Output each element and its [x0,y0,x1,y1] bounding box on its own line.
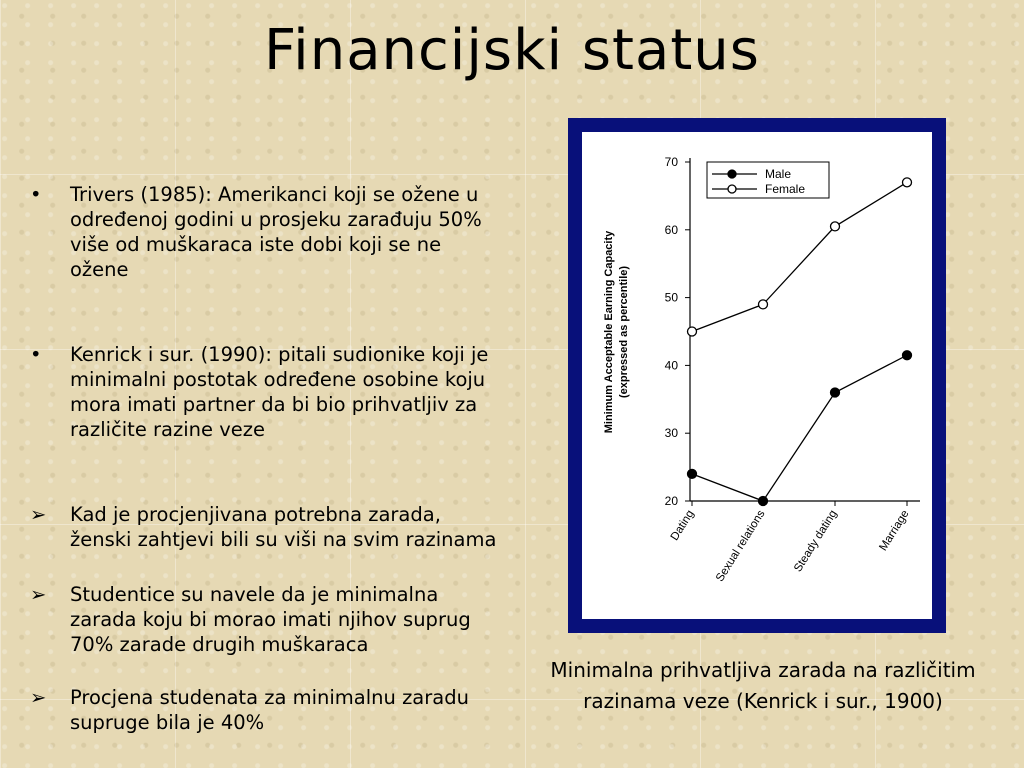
bullet-text: Kenrick i sur. (1990): pitali sudionike koji je minimalni postotak određene osobine koju mora imati partner da bi bio prihvatljiv za različite razine veze [70,343,489,441]
bullet-text: Procjena studenata za minimalnu zaradu supruge bila je 40% [70,686,469,734]
data-point-male [759,497,768,506]
bullet-mark: • [30,183,42,206]
bullet-arrow-icon: ➢ [30,583,47,606]
line-chart [582,132,932,619]
plot-area [688,178,912,506]
bullet-arrow-icon: ➢ [30,686,47,709]
data-point-male [831,388,840,397]
bullet-item [30,582,505,657]
chart-legend [707,162,829,198]
slide-title: Financijski status [264,18,760,83]
x-tick-label: Dating [668,508,697,543]
series-line-female [692,182,907,331]
x-tick-label: Marriage [877,508,912,554]
bullet-text: Kad je procjenjivana potrebna zarada, ženski zahtjevi bili su viši na svim razinama [70,503,497,551]
data-point-female [688,327,697,336]
y-tick-label: 50 [664,290,678,305]
legend-label: Male [765,167,792,181]
y-axis-label-line: (expressed as percentile) [618,265,630,399]
y-axis-label [603,230,630,433]
chart-panel [582,132,932,619]
x-tick-label: Sexual relations [714,508,768,584]
chart-axes [665,155,920,584]
chart-caption: Minimalna prihvatljiva zarada na različitim razinama veze (Kenrick i sur., 1900) [550,658,976,713]
series-line-male [692,355,907,501]
bullet-item [30,502,505,552]
bullet-item [30,182,505,282]
y-tick-label: 30 [664,426,678,441]
bullet-text: Trivers (1985): Amerikanci koji se ožene u određenoj godini u prosjeku zarađuju 50% više od muškaraca iste dobi koji se ne ožene [70,183,482,281]
data-point-female [759,300,768,309]
x-tick-label: Steady dating [792,508,840,575]
y-tick-label: 60 [664,222,678,237]
legend-marker [728,170,736,178]
data-point-female [903,178,912,187]
data-point-male [903,351,912,360]
data-point-male [688,469,697,478]
legend-marker [728,185,736,193]
bullet-mark: • [30,343,42,366]
y-tick-label: 70 [664,155,678,169]
legend-label: Female [765,182,806,196]
bullet-arrow-icon: ➢ [30,503,47,526]
bullet-text: Studentice su navele da je minimalna zarada koju bi morao imati njihov suprug 70% zarade drugih muškaraca [70,583,471,656]
bullet-item [30,685,505,735]
data-point-female [831,222,840,231]
y-tick-label: 40 [664,358,678,373]
bullet-item [30,342,505,442]
chart-frame [568,118,946,633]
y-tick-label: 20 [664,494,678,508]
y-axis-label-line: Minimum Acceptable Earning Capacity [603,230,615,434]
